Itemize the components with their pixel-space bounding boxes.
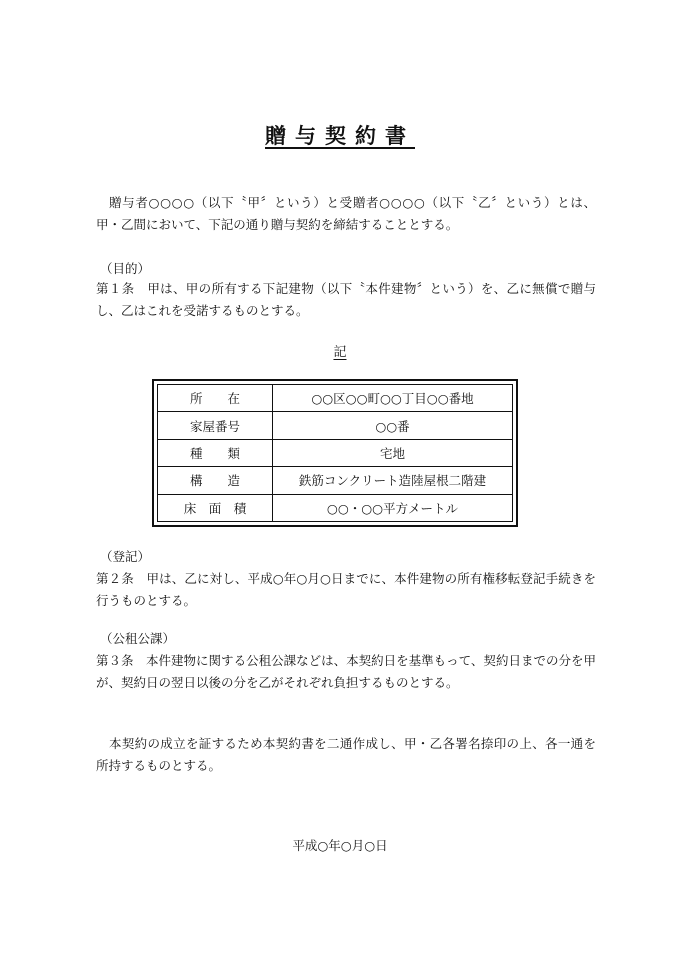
property-value: ○○区○○町○○丁目○○番地 bbox=[273, 385, 513, 412]
ki-label: 記 bbox=[333, 345, 347, 360]
table-row bbox=[158, 412, 513, 439]
property-label: 所 在 bbox=[158, 385, 273, 412]
table-row bbox=[158, 494, 513, 521]
property-value: ○○番 bbox=[273, 412, 513, 439]
property-label: 床 面 積 bbox=[158, 494, 273, 521]
property-value: ○○・○○平方メートル bbox=[273, 494, 513, 521]
property-value: 宅地 bbox=[273, 439, 513, 466]
property-label: 家屋番号 bbox=[158, 412, 273, 439]
property-value: 鉄筋コンクリート造陸屋根二階建 bbox=[273, 467, 513, 494]
closing-paragraph: 本契約の成立を証するため本契約書を二通作成し、甲・乙各署名捺印の上、各一通を所持するものとする。 bbox=[96, 736, 596, 773]
article-3-heading: （公租公課） bbox=[100, 631, 176, 646]
contract-date: 平成○年○月○日 bbox=[292, 838, 388, 853]
article-3-text: 第３条 本件建物に関する公租公課などは、本契約日を基準もって、契約日までの分を甲が、契約日の翌日以後の分を乙がそれぞれ負担するものとする。 bbox=[96, 653, 596, 690]
article-2-heading: （登記） bbox=[100, 549, 151, 564]
article-1-heading: （目的） bbox=[100, 261, 151, 276]
property-label: 構 造 bbox=[158, 467, 273, 494]
article-1-text: 第１条 甲は、甲の所有する下記建物（以下〝本件建物〞という）を、乙に無償で贈与し、乙はこれを受諾するものとする。 bbox=[96, 281, 596, 318]
property-label: 種 類 bbox=[158, 439, 273, 466]
table-row bbox=[158, 385, 513, 412]
table-row bbox=[158, 467, 513, 494]
property-table bbox=[152, 379, 518, 527]
document-title: 贈与契約書 bbox=[265, 123, 415, 148]
table-row bbox=[158, 439, 513, 466]
article-2-text: 第２条 甲は、乙に対し、平成○年○月○日までに、本件建物の所有権移転登記手続きを行うものとする。 bbox=[96, 571, 596, 608]
intro-paragraph: 贈与者○○○○（以下〝甲〞という）と受贈者○○○○（以下〝乙〞という）とは、甲・乙間において、下記の通り贈与契約を締結することとする。 bbox=[96, 195, 596, 232]
